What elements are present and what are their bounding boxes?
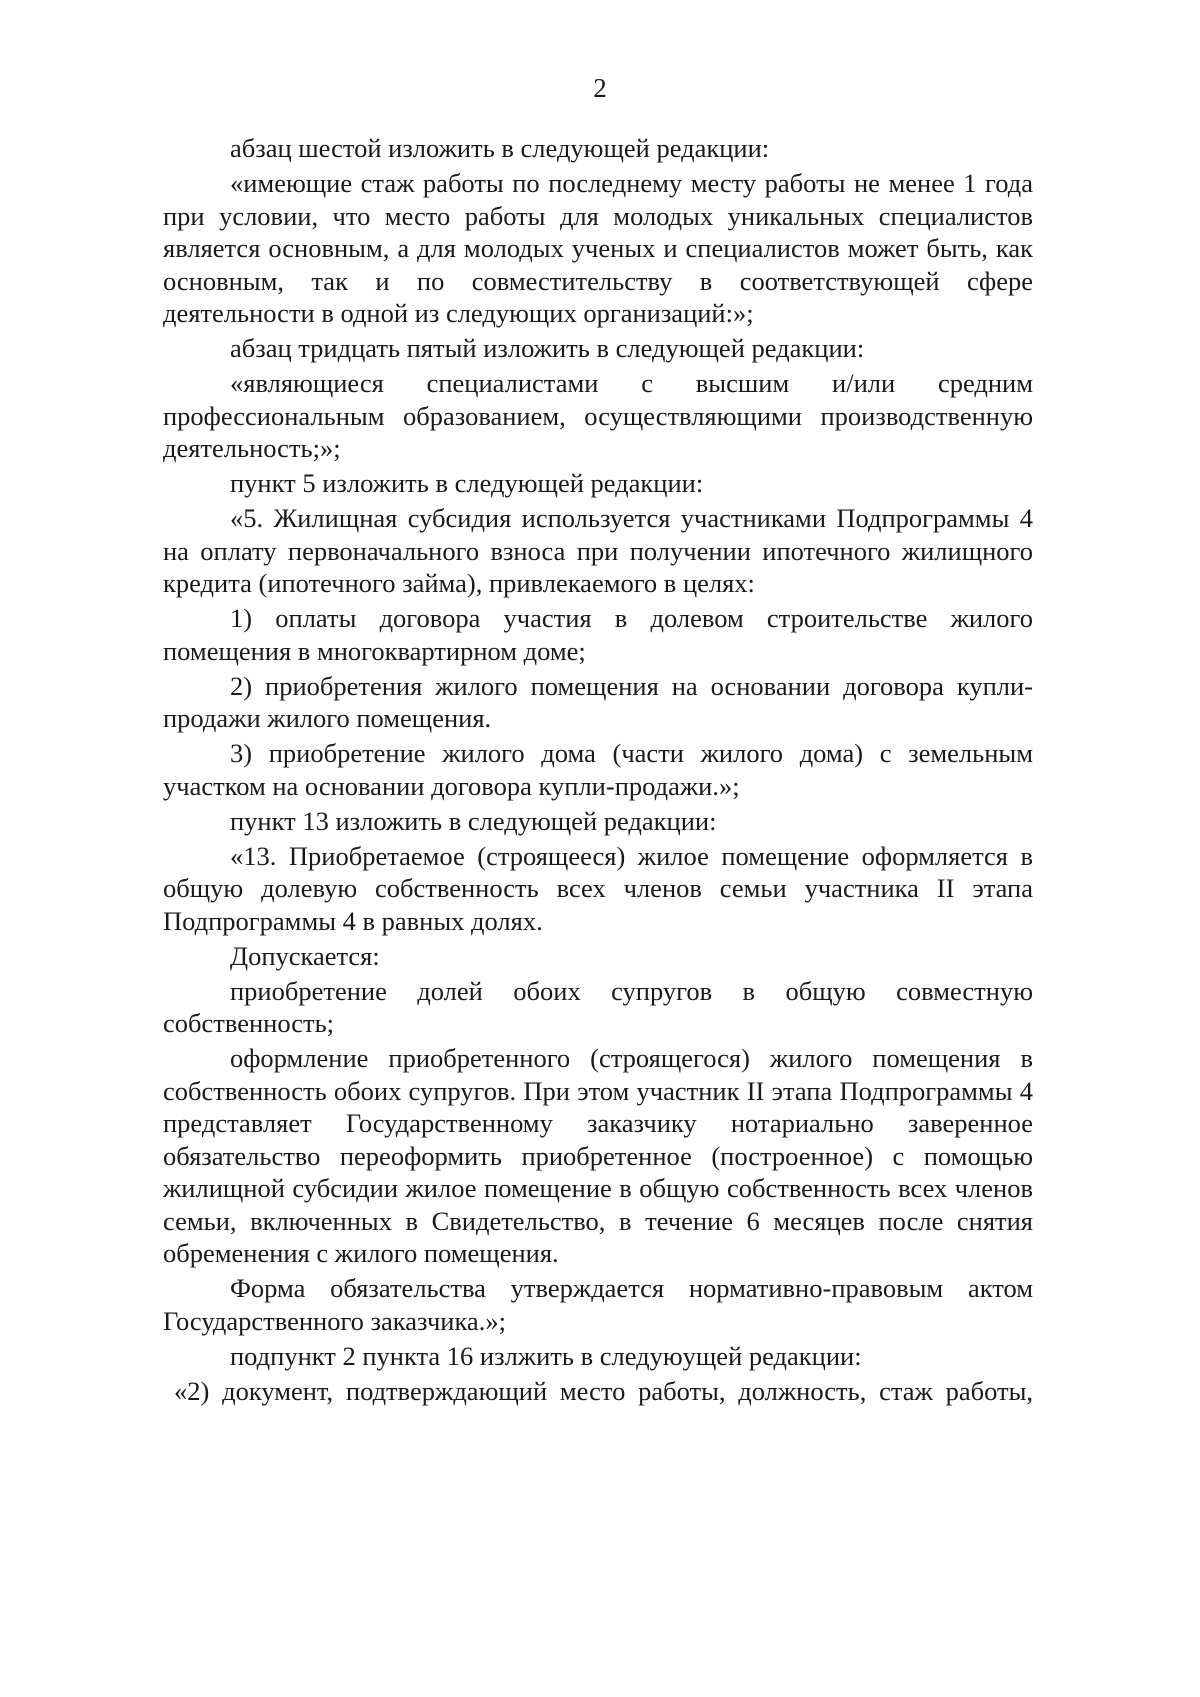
paragraph: «13. Приобретаемое (строящееся) жилое помещение оформляется в общую долевую собственность всех членов семьи участника II этапа Подпрограммы 4 в равных долях.: [163, 840, 1033, 936]
paragraph: абзац шестой изложить в следующей редакции:: [230, 133, 770, 163]
paragraph: Форма обязательства утверждается нормативно-правовым актом Государственного заказчика.»;: [163, 1273, 1033, 1336]
paragraph: Допускается:: [230, 940, 380, 971]
paragraph: подпункт 2 пункта 16 излжить в следуюущей редакции:: [230, 1340, 862, 1371]
paragraph: «имеющие стаж работы по последнему месту работы не менее 1 года при условии, что место работы для молодых уникальных специалистов является основным, а для молодых ученых и специалистов может быть, как основным, так и по совместительству в соответствующей сфере деятельности в одной из следующих организаций:»;: [163, 168, 1033, 328]
paragraph: пункт 13 изложить в следующей редакции:: [230, 805, 717, 836]
document-body: [163, 132, 1033, 1410]
list-item: 1) оплаты договора участия в долевом строительстве жилого помещения в многоквартирном доме;: [163, 603, 1033, 666]
paragraph: пункт 5 изложить в следующей редакции:: [230, 468, 704, 498]
paragraph: «2) документ, подтверждающий место работы, должность, стаж работы,: [174, 1375, 1033, 1406]
list-item: 3) приобретение жилого дома (части жилого дома) с земельным участком на основании договора купли-продажи.»;: [163, 738, 1033, 801]
paragraph: оформление приобретенного (строящегося) жилого помещения в собственность обоих супругов. При этом участник II этапа Подпрограммы 4 представляет Государственному заказчику нотариально заверенное обязательство переоформить приобретенное (построенное) с помощью жилищной субсидии жилое помещение в общую собственность всех членов семьи, включенных в Свидетельство, в течение 6 месяцев после снятия обременения с жилого помещения.: [163, 1043, 1033, 1268]
paragraph: абзац тридцать пятый изложить в следующей редакции:: [230, 333, 865, 363]
paragraph: «являющиеся специалистами с высшим и/или средним профессиональным образованием, осуществляющими производственную деятельность;»;: [163, 368, 1033, 463]
list-item: 2) приобретения жилого помещения на основании договора купли-продажи жилого помещения.: [163, 670, 1033, 733]
paragraph: «5. Жилищная субсидия используется участниками Подпрограммы 4 на оплату первоначального взноса при получении ипотечного жилищного кредита (ипотечного займа), привлекаемого в целях:: [163, 503, 1033, 598]
paragraph: приобретение долей обоих супругов в общую совместную собственность;: [163, 975, 1033, 1038]
page-number: 2: [593, 73, 607, 103]
